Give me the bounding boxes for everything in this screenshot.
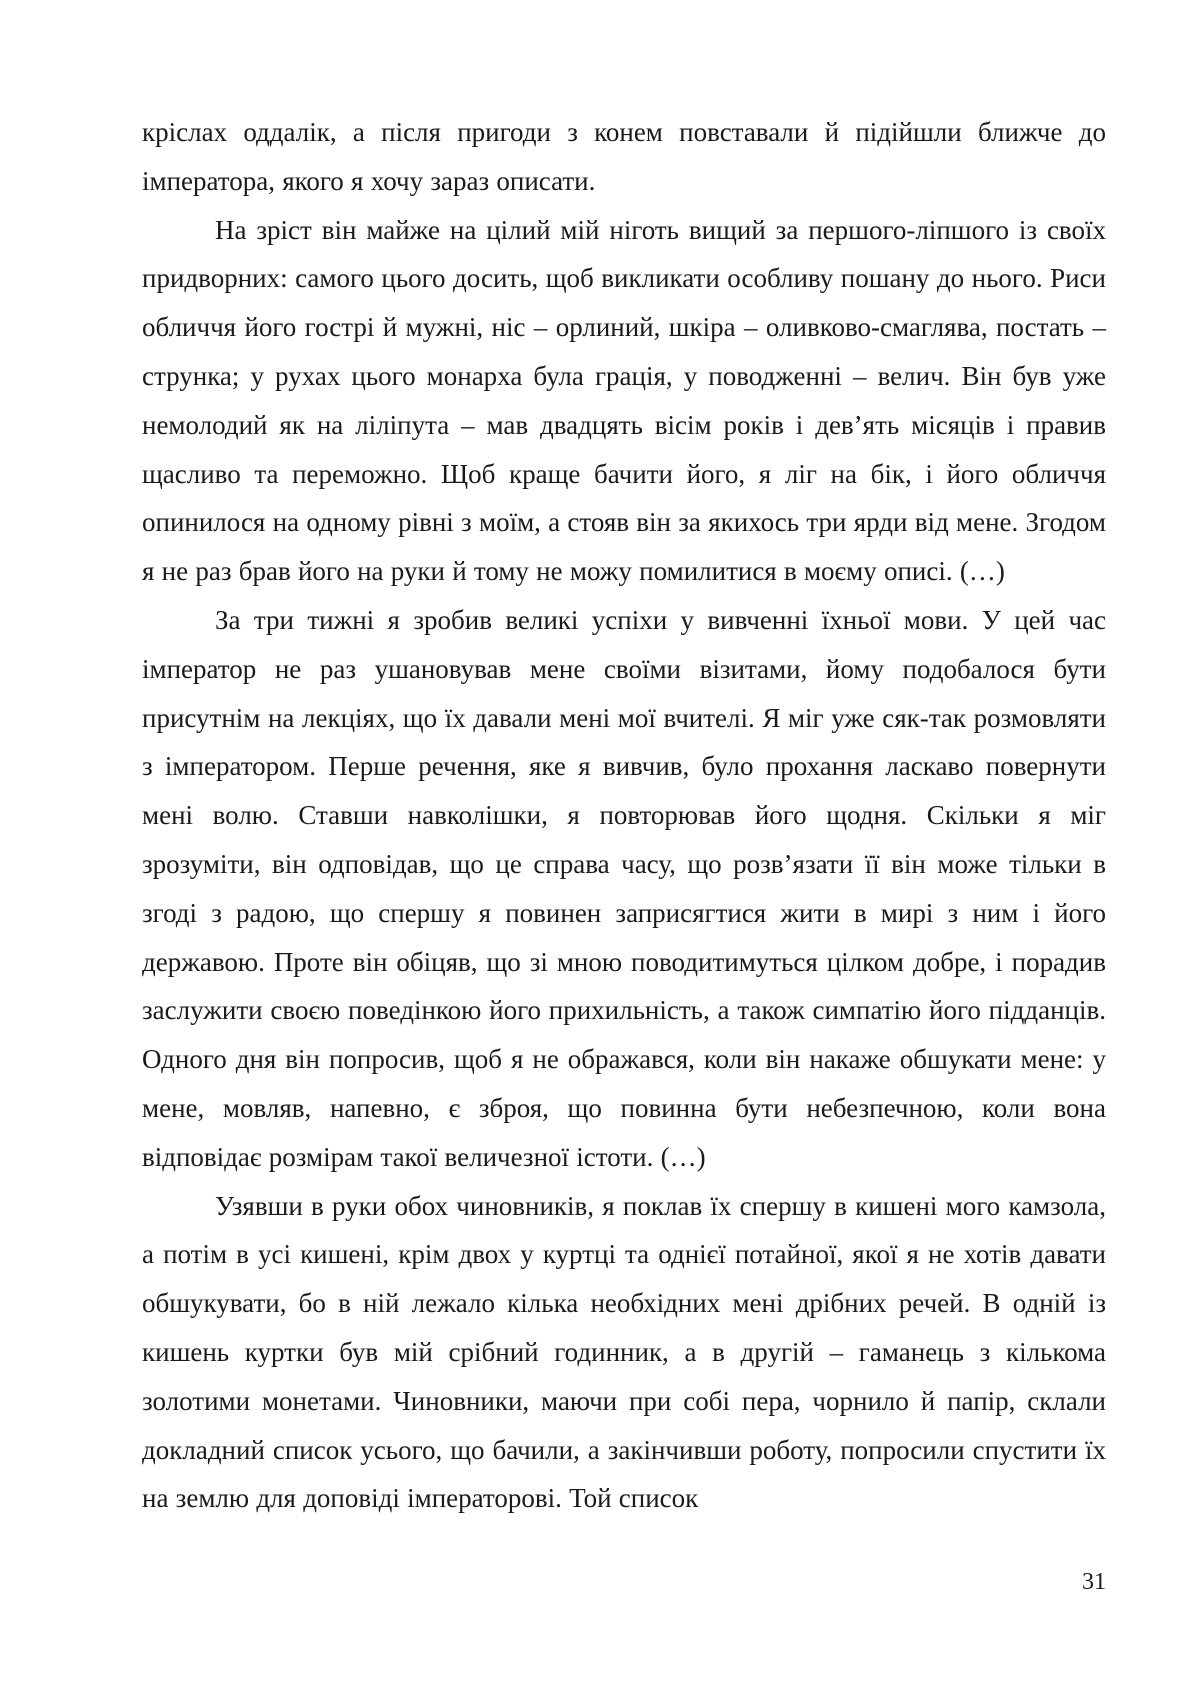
paragraph-search-officials: Узявши в руки обох чиновників, я поклав їх спершу в кишені мого камзола, а потім в усі кишені, крім двох у куртці та однієї потайної, якої я не хотів давати обшукувати, бо в ній лежало кілька необхідних мені дрібних речей. В одній із кишень куртки був мій срібний годинник, а в другій – гаманець з кількома золотими монетами. Чиновники, маючи при собі пера, чорнило й папір, склали докладний список усього, що бачили, а закінчивши роботу, попросили спустити їх на землю для доповіді імператорові. Той список xyxy=(142,1190,1106,1514)
paragraph-continued: кріслах оддалік, а після пригоди з конем повставали й підійшли ближче до імператора, якого я хочу зараз описати. xyxy=(142,117,1106,196)
document-body xyxy=(142,108,1106,1523)
paragraph-language-study: За три тижні я зробив великі успіхи у вивченні їхньої мови. У цей час імператор не раз ушановував мене своїми візитами, йому подобалося бути присутнім на лекціях, що їх давали мені мої вчителі. Я міг уже сяк-так розмовляти з імператором. Перше речення, яке я вивчив, було прохання ласкаво повернути мені волю. Ставши навколішки, я повторював його щодня. Скільки я міг зрозуміти, він одповідав, що це справа часу, що розв’язати її він може тільки в згоді з радою, що спершу я повинен заприсягтися жити в мирі з ним і його державою. Проте він обіцяв, що зі мною поводитимуться цілком добре, і порадив заслужити своєю поведінкою його прихильність, а також симпатію його підданців. Одного дня він попросив, щоб я не ображався, коли він накаже обшукати мене: у мене, мовляв, напевно, є зброя, що повинна бути небезпечною, коли вона відповідає розмірам такої величезної істоти. (…) xyxy=(142,604,1106,1172)
paragraph-emperor-description: На зріст він майже на цілий мій ніготь вищий за першого-ліпшого із своїх придворних: самого цього досить, щоб викликати особливу пошану до нього. Риси обличчя його гострі й мужні, ніс – орлиний, шкіра – оливково-смаглява, постать – струнка; у рухах цього монарха була грація, у поводженні – велич. Він був уже немолодий як на ліліпута – мав двадцять вісім років і дев’ять місяців і правив щасливо та переможно. Щоб краще бачити його, я ліг на бік, і його обличчя опинилося на одному рівні з моїм, а стояв він за якихось три ярди від мене. Згодом я не раз брав його на руки й тому не можу помилитися в моєму описі. (…) xyxy=(142,214,1106,587)
page-number: 31 xyxy=(1082,1569,1106,1595)
